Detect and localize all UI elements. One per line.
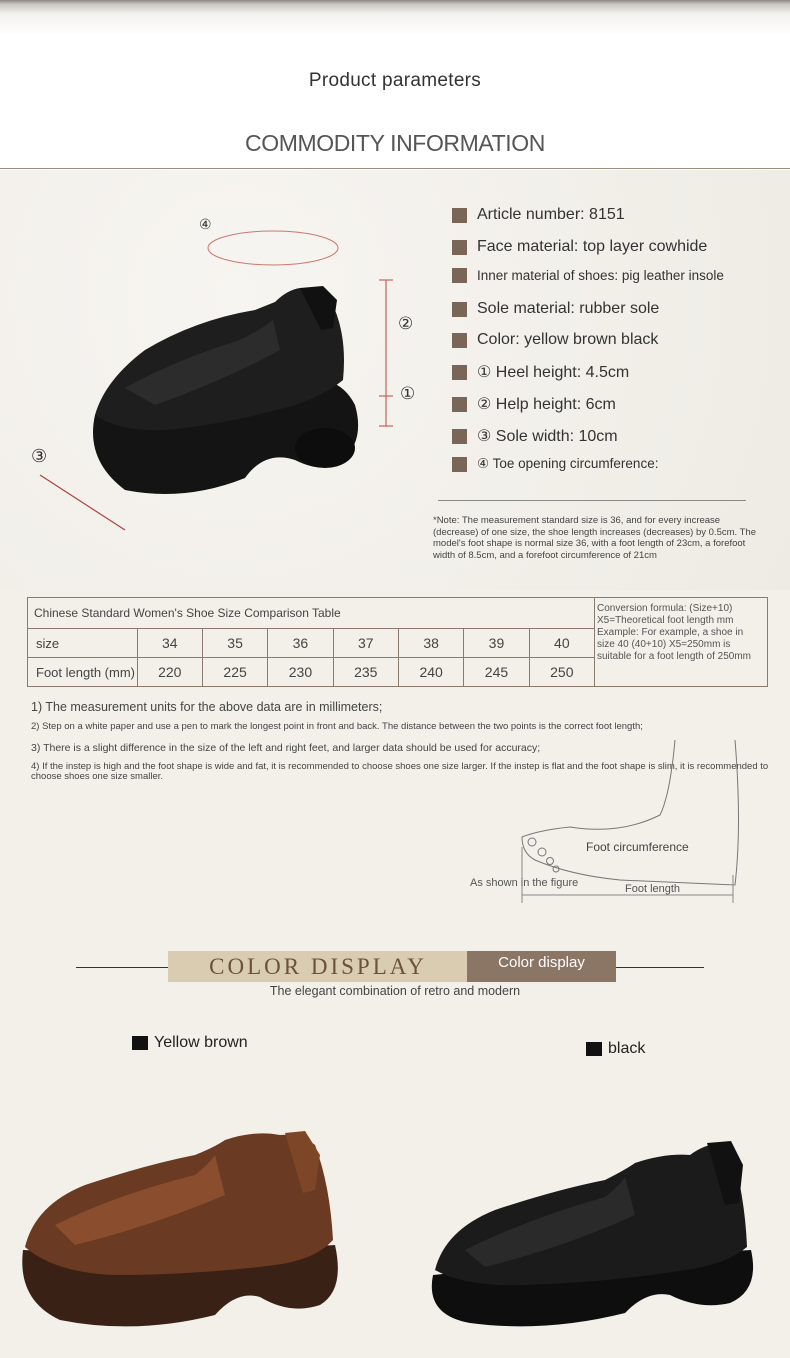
color-label-black: black [586,1040,645,1058]
color-display-description: The elegant combination of retro and modern [269,984,521,998]
page-title: Product parameters [308,70,482,91]
size-cell: 40 [529,629,594,658]
bullet-square-icon [452,333,467,348]
shoe-black [425,1135,770,1330]
size-cell: 39 [464,629,529,658]
marker-2: ② [398,314,414,333]
as-shown-label: As shown in the figure [470,877,579,889]
top-strip [0,0,790,36]
marker-3: ③ [31,446,48,466]
page-subtitle: COMMODITY INFORMATION [245,130,545,156]
foot-circumference-label: Foot circumference [586,840,689,854]
size-row-label: size [28,629,138,658]
spec-sole-width: ③ Sole width: 10cm [452,426,618,446]
bullet-square-icon [452,429,467,444]
length-cell: 240 [398,658,463,687]
measurement-diagram [25,210,435,540]
size-cell: 36 [268,629,333,658]
bullet-square-icon [452,397,467,412]
banner-line-left [76,967,168,968]
length-cell: 225 [202,658,267,687]
size-cell: 37 [333,629,398,658]
spec-inner-material: Inner material of shoes: pig leather insole [452,268,724,283]
instruction-2: 2) Step on a white paper and use a pen to mark the longest point in front and back. The distance between the two points is the correct foot length; [31,721,643,732]
banner-line-right [616,967,704,968]
bullet-square-icon [452,365,467,380]
length-cell: 245 [464,658,529,687]
size-cell: 34 [137,629,202,658]
color-display-label: Color display [467,951,616,982]
conversion-formula: Conversion formula: (Size+10) X5=Theoretical foot length mm Example: For example, a shoe in size 40 (40+10) X5=250mm is suitable for a foot length of 250mm [597,603,751,662]
spec-article-number: Article number: 8151 [452,206,625,224]
size-cell: 38 [398,629,463,658]
spec-color: Color: yellow brown black [452,331,658,349]
length-cell: 230 [268,658,333,687]
color-display-title: COLOR DISPLAY [168,951,468,982]
bullet-square-icon [452,240,467,255]
marker-1: ① [400,384,416,403]
bullet-square-icon [452,208,467,223]
header [0,36,790,170]
swatch-square-icon [132,1036,148,1050]
note-divider [438,500,746,501]
spec-sole-material: Sole material: rubber sole [452,300,659,318]
instruction-3: 3) There is a slight difference in the size of the left and right feet, and larger data should be used for accuracy; [31,742,541,754]
length-row-label: Foot length (mm) [28,658,138,687]
spec-heel-height: ① Heel height: 4.5cm [452,362,629,382]
hero-shoe [93,286,358,494]
spec-help-height: ② Help height: 6cm [452,394,616,414]
foot-length-label: Foot length [625,883,681,895]
bullet-square-icon [452,268,467,283]
size-cell: 35 [202,629,267,658]
size-table-title: Chinese Standard Women's Shoe Size Comparison Table [28,598,595,629]
shoe-yellow-brown [15,1125,360,1335]
bullet-square-icon [452,302,467,317]
length-cell: 220 [137,658,202,687]
spec-face-material: Face material: top layer cowhide [452,238,707,256]
header-divider [0,168,790,169]
spec-toe-opening: ④ Toe opening circumference: [452,456,658,472]
swatch-square-icon [586,1042,602,1056]
instruction-1: 1) The measurement units for the above data are in millimeters; [31,700,383,714]
color-label-yellow-brown: Yellow brown [132,1034,248,1052]
bullet-square-icon [452,457,467,472]
marker-4: ④ [199,216,212,232]
length-cell: 250 [529,658,594,687]
measurement-note: *Note: The measurement standard size is 36, and for every increase (decrease) of one size, the shoe length increases (decreases) by 0.5cm. The model's foot shape is normal size 36, with a foot length of 23cm, a forefoot width of 8.5cm, and a forefoot circumference of 21cm [433,515,756,561]
instruction-4: 4) If the instep is high and the foot shape is wide and fat, it is recommended to choose shoes one size larger. If the instep is flat and the foot shape is slim, it is recommended to choose shoes one size smaller. [31,761,769,782]
length-cell: 235 [333,658,398,687]
